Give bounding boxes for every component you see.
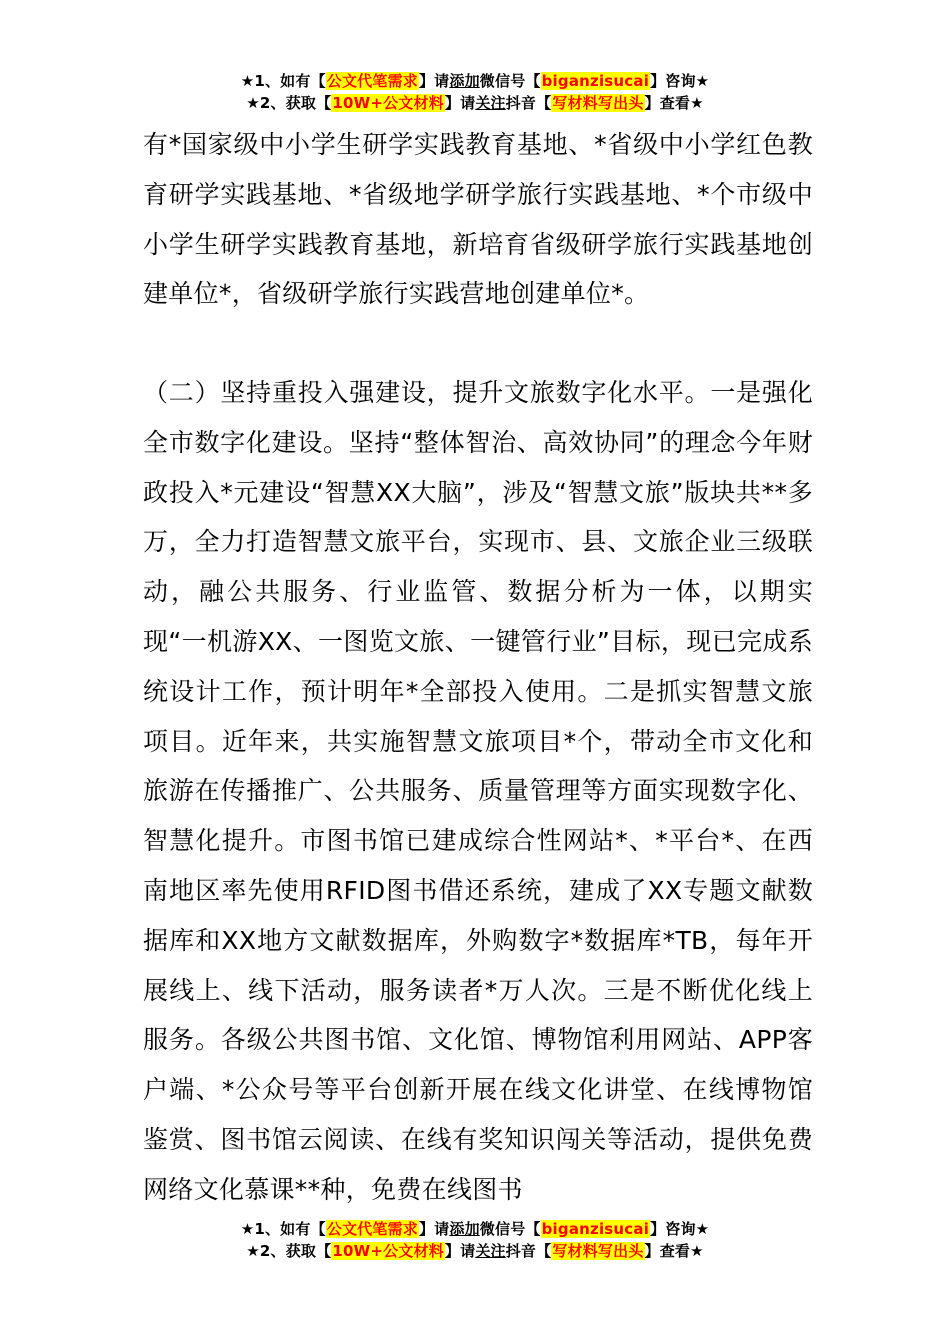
banner-text: 】请	[444, 94, 476, 112]
highlight-wechat-id: biganzisucai	[541, 1220, 650, 1238]
underline-follow: 关注	[475, 94, 506, 112]
banner-line-1	[0, 1218, 950, 1240]
paragraph-text: （二）坚持重投入强建设，提升文旅数字化水平。一是强化全市数字化建设。坚持“整体智治、高效协同”的理念今年财政投入*元建设“智慧XX大脑”，涉及“智慧文旅”版块共**多万，全力打造智慧文旅平台，实现市、县、文旅企业三级联动，融公共服务、行业监管、数据分析为一体，以期实现“一机游XX、一图览文旅、一键管行业”目标，现已完成系统设计工作，预计明年*全部投入使用。二是抓实智慧文旅项目。近年来，共实施智慧文旅项目*个，带动全市文化和旅游在传播推广、公共服务、质量管理等方面实现数字化、智慧化提升。市图书馆已建成综合性网站*、*平台*、在西南地区率先使用RFID图书借还系统，建成了XX专题文献数据库和XX地方文献数据库，外购数字*数据库*TB，每年开展线上、线下活动，服务读者*万人次。三是不断优化线上服务。各级公共图书馆、文化馆、博物馆利用网站、APP客户端、*公众号等平台创新开展在线文化讲堂、在线博物馆鉴赏、图书馆云阅读、在线有奖知识闯关等活动，提供免费网络文化慕课**种，免费在线图书	[143, 378, 813, 1204]
highlight-douyin-id: 写材料写出头	[552, 1242, 644, 1260]
banner-text: 微信号【	[479, 1220, 541, 1238]
banner-text: 】请	[444, 1242, 476, 1260]
banner-text: ★1、如有【	[240, 72, 326, 90]
footer-banner	[0, 1218, 950, 1262]
banner-text: 微信号【	[479, 72, 541, 90]
banner-line-1	[0, 70, 950, 92]
highlight-wechat-id: biganzisucai	[541, 72, 650, 90]
banner-line-2	[0, 1240, 950, 1262]
banner-line-2	[0, 92, 950, 114]
highlight-service: 公文代笔需求	[326, 1220, 418, 1238]
highlight-douyin-id: 写材料写出头	[552, 94, 644, 112]
banner-text: 】咨询★	[650, 1220, 710, 1238]
banner-text: 抖音【	[505, 94, 552, 112]
banner-text: 】查看★	[644, 94, 704, 112]
banner-text: 抖音【	[505, 1242, 552, 1260]
banner-text: 】请	[418, 1220, 450, 1238]
highlight-service: 公文代笔需求	[326, 72, 418, 90]
paragraph-text: 有*国家级中小学生研学实践教育基地、*省级中小学红色教育研学实践基地、*省级地学研学旅行实践基地、*个市级中小学生研学实践教育基地，新培育省级研学旅行实践基地创建单位*，省级研学旅行实践营地创建单位*。	[143, 130, 813, 309]
banner-text: ★2、获取【	[246, 1242, 332, 1260]
underline-follow: 关注	[475, 1242, 506, 1260]
underline-add: 添加	[449, 1220, 480, 1238]
highlight-materials: 10W+公文材料	[332, 1242, 444, 1260]
header-banner	[0, 70, 950, 114]
document-paragraph-2	[143, 368, 813, 1215]
banner-text: 】查看★	[644, 1242, 704, 1260]
highlight-materials: 10W+公文材料	[332, 94, 444, 112]
banner-text: 】请	[418, 72, 450, 90]
banner-text: 】咨询★	[650, 72, 710, 90]
banner-text: ★2、获取【	[246, 94, 332, 112]
underline-add: 添加	[449, 72, 480, 90]
document-paragraph-1	[143, 120, 813, 319]
banner-text: ★1、如有【	[240, 1220, 326, 1238]
